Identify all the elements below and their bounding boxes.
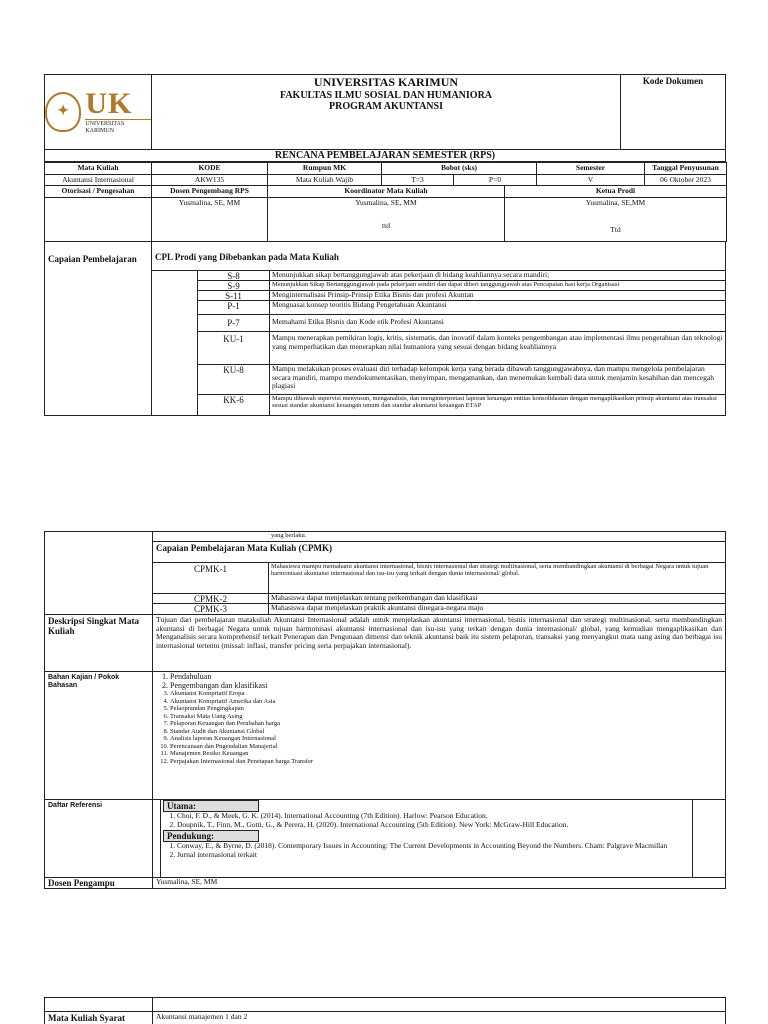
reference-item: 2. Doupnik, T., Finn, M., Gotti, G., & Perera, H. (2020). International Accounting (5th Edition). New York: McGraw-Hill Education. (177, 821, 692, 830)
cpl-row: P-7 Memahami Etika Bisnis dan Kode etik Profesi Akuntansi (198, 315, 725, 332)
credits-practice: P=0 (454, 174, 537, 186)
bahan-item: 12. Perpajakan Internasional dan Penetapan harga Transfer (170, 758, 722, 765)
bahan-item: 4. Akuntansi Komprtatif Amerika dan Asia (170, 698, 722, 705)
bahan-item: 1. Pendahuluan (170, 672, 722, 681)
cpmk-title: Capaian Pembelajaran Mata Kuliah (CPMK) (153, 542, 725, 563)
reference-item: 1. Choi, F. D., & Meek, G. K. (2014). International Accounting (7th Edition). Harlow: Pearson Education. (177, 812, 692, 821)
col-semester: Semester (537, 163, 645, 175)
deskripsi-text: Tujuan dari pembelajaran matakuliah Akuntansi Internasional adalah untuk menjelaskan akuntansi internasional, bisnis internasional dan strategi multinasional, serta membandingkan akuntansi di berbagai Negara untuk tujuan harmonisasi akuntansi internasional dan isu-isu yang terkait dengan dunia internasional/ global, yang kemudian mengaplikasikan dan Menganalisis secara komprehensif terkait Penerapan dan Pengunaan dimensi dan teknik akuntansi baik itu sistem pelaporan, transaksi yang menyangkut mata uang asing dan berbagai isu internasional tertentu (missal: inflasi, transfer pricing serta perpajakan internasional). (156, 615, 722, 650)
bahan-item: 6. Transaksi Mata Uang Asing (170, 713, 722, 720)
bahan-item: 2. Pengembangan dan klasifikasi (170, 681, 722, 690)
syarat-value: Akuntansi manajemen 1 dan 2 (156, 1012, 248, 1021)
syarat-label: Mata Kuliah Syarat (45, 1012, 153, 1024)
course-code: AKW135 (152, 174, 268, 186)
koordinator-label: Koordinator Mata Kuliah (268, 186, 505, 198)
col-kode: KODE (152, 163, 268, 175)
course-info-table (44, 162, 727, 186)
program-name: PROGRAM AKUNTANSI (329, 101, 443, 113)
bahan-list (153, 672, 725, 799)
col-tanggal: Tanggal Penyusunan (645, 163, 727, 175)
ketua-cell (505, 197, 727, 241)
pendukung-label: Pendukung: (163, 830, 259, 842)
doc-code-cell: Kode Dokumen (642, 76, 704, 86)
cpl-title: CPL Prodi yang Dibebankan pada Mata Kuliah (152, 242, 725, 271)
faculty-name: FAKULTAS ILMU SOSIAL DAN HUMANIORA (279, 89, 493, 101)
ketua-name: Yusmalina, SE,MM (585, 197, 646, 207)
koordinator-sign: ttd (382, 220, 390, 230)
deskripsi-label: Deskripsi Singkat Mata Kuliah (45, 615, 153, 671)
dosen-name: Yusmalina, SE, MM (152, 197, 268, 241)
course-semester: V (537, 174, 645, 186)
bahan-item: 10. Perencanaan dan Pngendalian Manajerial (170, 743, 722, 750)
cpl-row: S-9 Menunjukkan Sikap Bertanggungjawab pada pekerjaan sendiri dan dapat diberi tanggungjawab atas Pencapaian hasi kerja Organisasi (198, 281, 725, 291)
seal-icon: ✦ (45, 92, 81, 132)
bahan-item: 8. Standar Audit dan Akuntansi Global (170, 728, 722, 735)
bahan-item: 3. Akuntansi Komprtatif Eropa (170, 690, 722, 697)
utama-label: Utama: (163, 800, 259, 812)
cpl-row: S-11 Menginternalisasi Prinsip-Prinsip Etika Bisnis dan profesi Akuntan (198, 291, 725, 301)
cpl-row: KU-8 Mampu melakukan proses evaluasi diri terhadap kelompok kerja yang berada dibawah tanggungjawabnya, dan mampu mengelola pembelajaran secara mandiri, mampu mendokumentasikan, menyimpan, mengamankan, dan menemukan kembali data untuk menjamin kesahihan dan mencegah plagiasi (198, 365, 725, 395)
course-date: 06 Oktober 2023 (645, 174, 727, 186)
col-rumpun: Rumpun MK (268, 163, 382, 175)
col-bobot: Bobot (sks) (382, 163, 537, 175)
ketua-sign: Ttd (610, 224, 621, 234)
cpl-continuation: yang berlaku. (153, 532, 725, 542)
dosen-pengampu-label: Dosen Pengampu (45, 878, 153, 888)
reference-item: 2. Jurnal internasional terkait (177, 851, 692, 860)
rps-detail-block (44, 531, 726, 889)
cpl-row: S-8 Menunjukkan sikap bertanggungjawab atas pekerjaan di bidang keahliannya secara mandiri; (198, 271, 725, 281)
rps-prerequisite-block (44, 997, 726, 1024)
bahan-item: 5. Pelaoprandan Pengingkapan (170, 705, 722, 712)
rps-header-block (44, 74, 726, 416)
koordinator-cell (268, 197, 505, 241)
reference-item: 1. Conway, E., & Byrne, D. (2018). Contemporary Issues in Accounting: The Current Developments in Accounting Beyond the Numbers. Cham: Palgrave Macmillan (177, 842, 692, 851)
cpmk-row: CPMK-1 Mahasiswa mampu memahami akuntansi internasional, bisnis internasional dan strategi multinasional, serta membandingkan akuntansi di berbagai Negara untuk tujuan harmonisasi akuntansi internasional dan isu-isu yang terkait dengan dunia internasional/ global. (153, 563, 725, 594)
approval-table (44, 185, 727, 242)
dosen-label: Dosen Pengembang RPS (152, 186, 268, 198)
bahan-item: 9. Analisis laporan Keuangan Internasional (170, 735, 722, 742)
credits-theory: T=3 (382, 174, 454, 186)
dosen-pengampu-value: Yusmalina, SE, MM (156, 877, 218, 886)
cpl-section-label: Capaian Pembelajaran (45, 242, 152, 415)
cpmk-row: CPMK-3 Mahasiswa dapat menjelaskan praktik akuntansi dinegara-negara maju (153, 604, 725, 614)
university-logo: ✦ UK UNIVERSITAS KARIMUN (45, 75, 152, 149)
referensi-box (160, 800, 693, 877)
cpl-row: P-1 Menguasai konsep teoritis Bidang Pengetahuan Akuntansi (198, 301, 725, 315)
course-group: Mata Kuliah Wajib (268, 174, 382, 186)
bahan-label: Bahan Kajian / Pokok Bahasan (45, 672, 153, 799)
university-name: UNIVERSITAS KARIMUN (313, 75, 459, 89)
bahan-item: 11. Manajemen Resiko Keuangan (170, 750, 722, 757)
approval-label: Otorisasi / Pengesahan (45, 186, 152, 198)
col-mata-kuliah: Mata Kuliah (45, 163, 152, 175)
cpmk-row: CPMK-2 Mahasiswa dapat menjelaskan tentang perkembangan dan klasifikasi (153, 594, 725, 604)
cpl-row: KK-6 Mampu dibawah supervisi menyusun, menganalisis, dan menginterpretasi laporan keuangan entitas konsolidasian dengan mengaplikasikan prinsip akuntansi atas transaksi sesuai standar akuntansi keuangan umum dan standar akuntansi keuangan ETAP (198, 395, 725, 415)
referensi-label: Daftar Referensi (45, 800, 153, 877)
koordinator-name: Yusmalina, SE, MM (355, 197, 417, 207)
ketua-label: Ketua Prodi (505, 186, 727, 198)
rps-title: RENCANA PEMBELAJARAN SEMESTER (RPS) (44, 150, 726, 162)
bahan-item: 7. Pelaporan Keuangan dan Perubahan harga (170, 720, 722, 727)
course-name: Akuntansi Internasional (45, 174, 152, 186)
cpl-list (198, 271, 725, 415)
cpl-row: KU-1 Mampu menerapkan pemikiran logis, kritis, sistematis, dan inovatif dalam konteks pengembangan atau implementasi ilmu pengetahuan dan teknologi yang memperhatikan dan menerapkan nilai humaniora yang sesuai dengan bidang keahliannya (198, 332, 725, 365)
institution-title (152, 75, 621, 149)
